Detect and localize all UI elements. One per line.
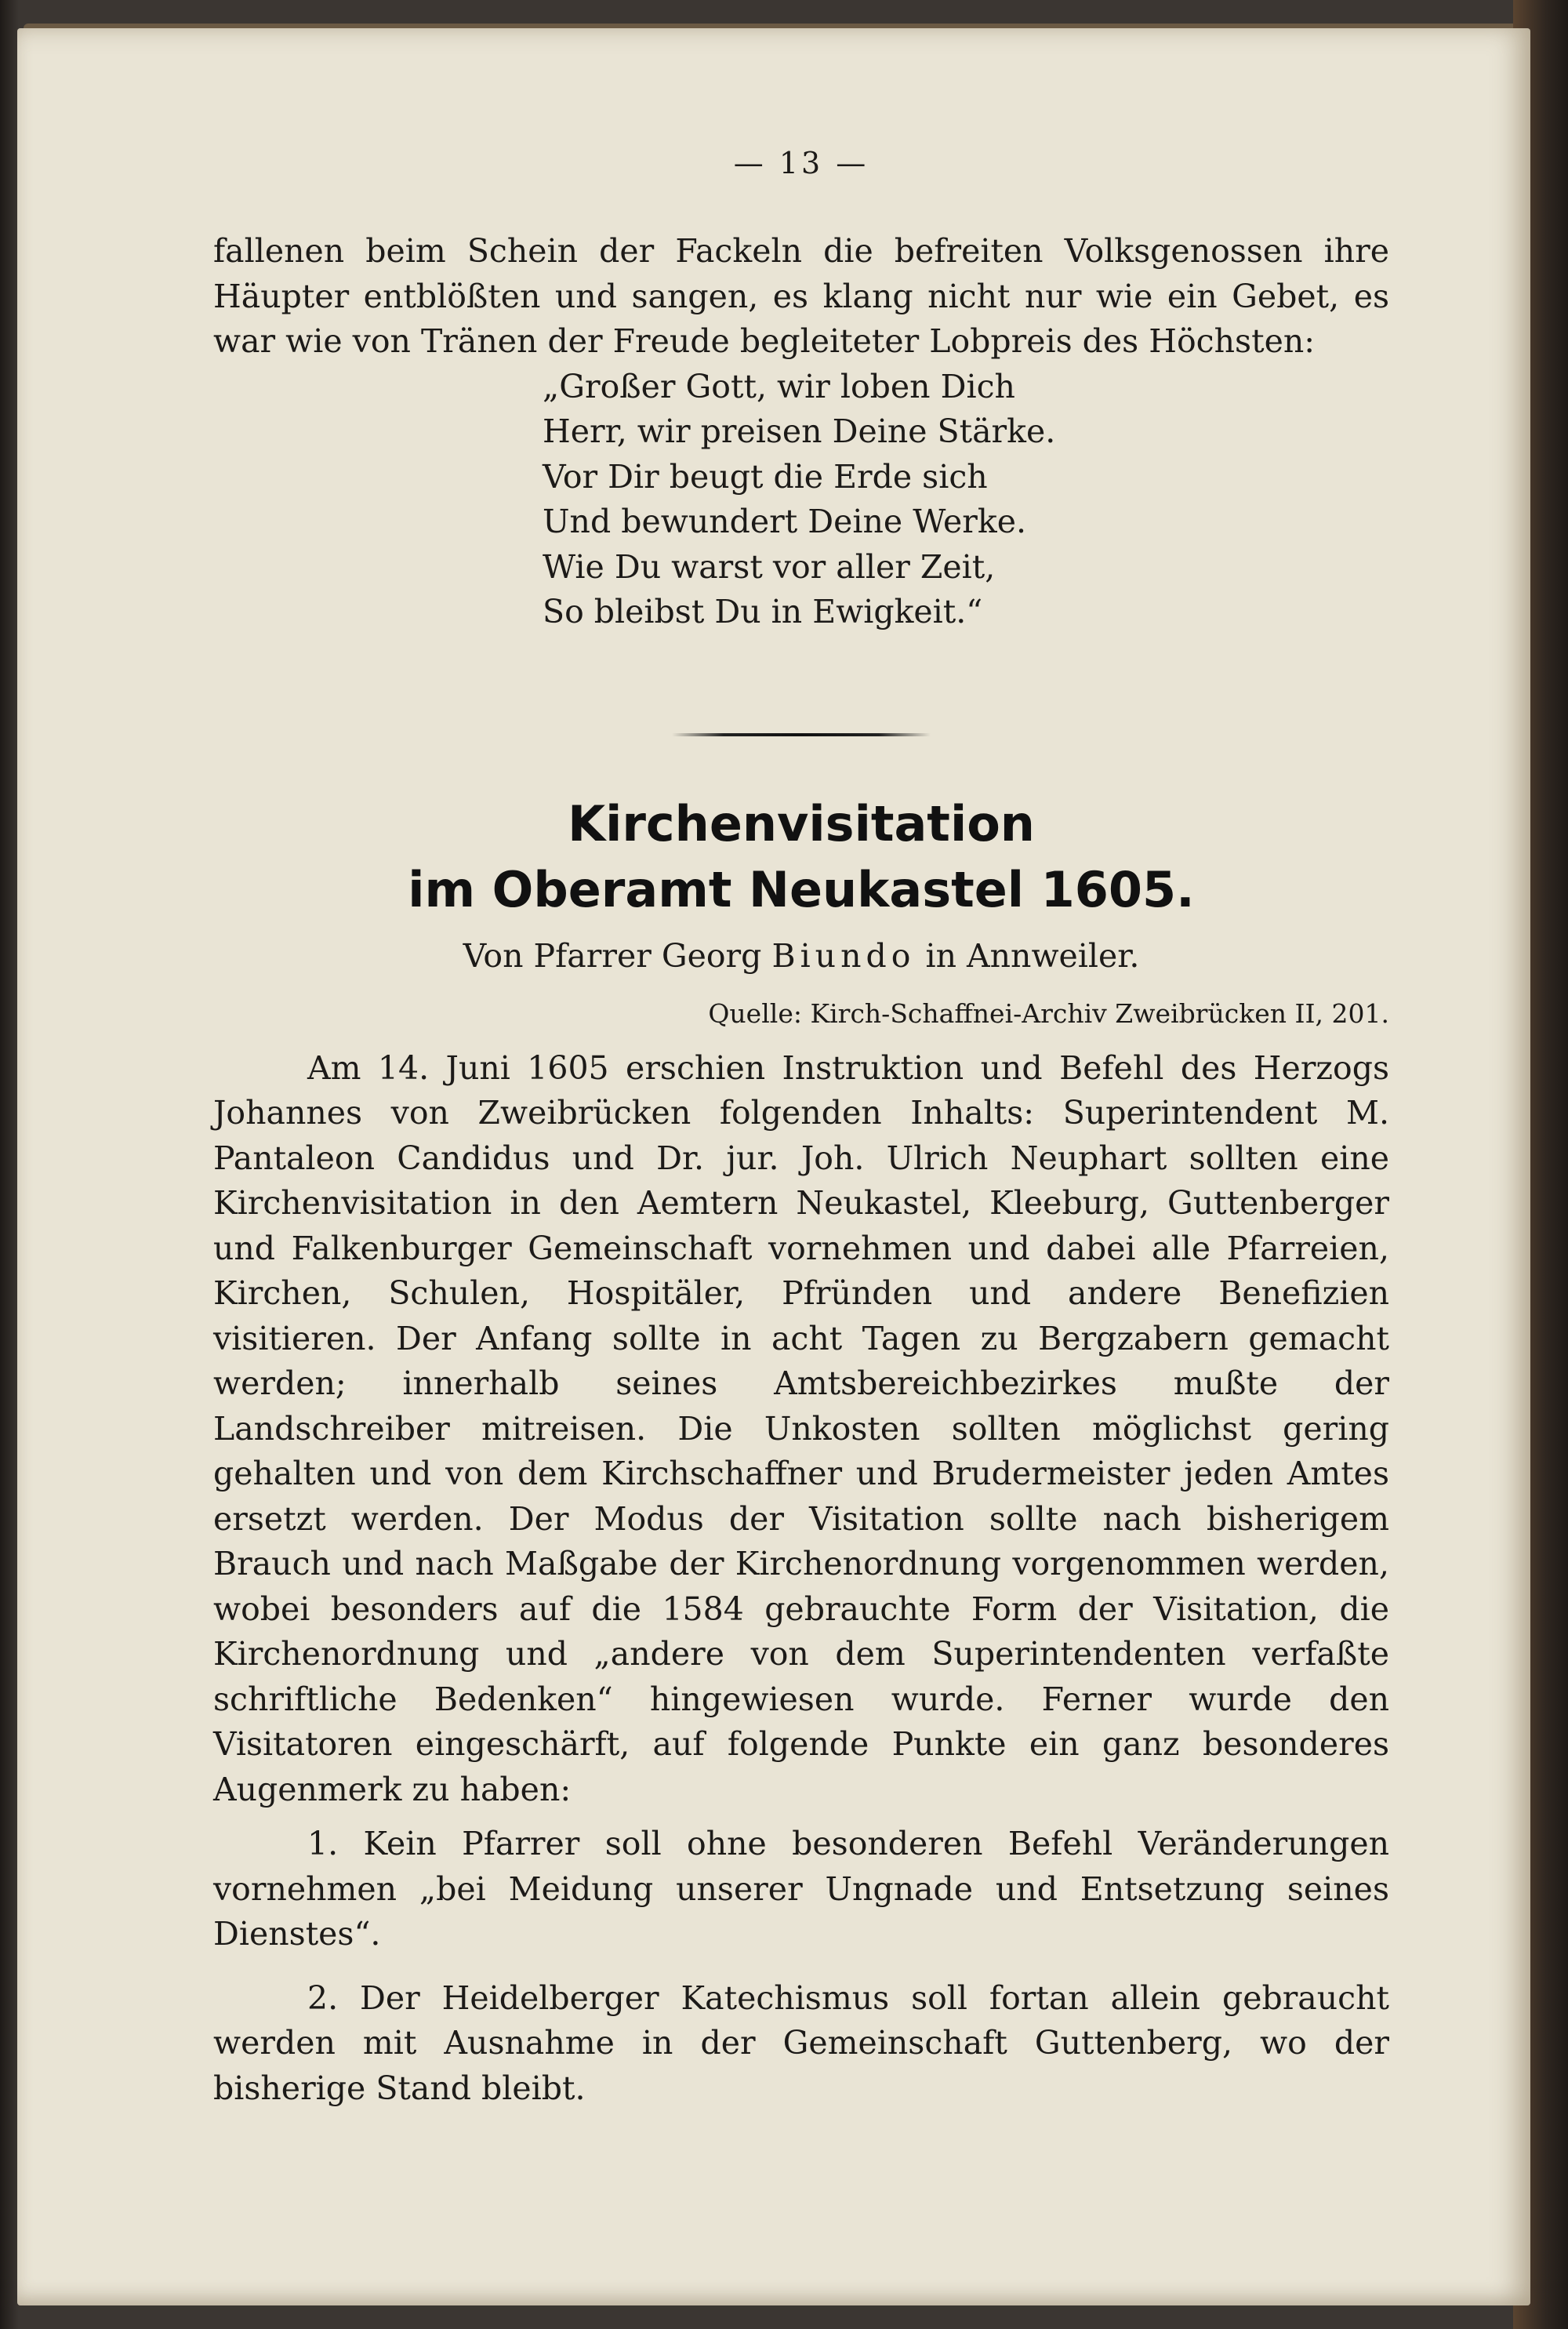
source-citation: Quelle: Kirch-Schaffnei-Archiv Zweibrücken II, 201. (708, 997, 1389, 1029)
book-gutter (0, 0, 19, 2329)
hymn-line: So bleibst Du in Ewigkeit.“ (543, 593, 983, 630)
author-prefix: Von Pfarrer Georg (463, 936, 762, 975)
hymn-line: Vor Dir beugt die Erde sich (543, 457, 988, 496)
hymn-quote (213, 365, 1389, 635)
intro-paragraph: fallenen beim Schein der Fackeln die befreiten Volksgenossen ihre Häupter entblößten und sangen, es klang nicht nur wie ein Gebet, es war wie von Tränen der Freude begleiteter Lobpreis des Höchsten: (213, 232, 1389, 360)
page-number: — 13 — (733, 146, 869, 180)
article-title (213, 791, 1389, 923)
article-author (213, 937, 1389, 975)
author-name: Biundo (771, 936, 916, 975)
article-title-line-2: im Oberamt Neukastel 1605. (408, 860, 1195, 918)
main-paragraph: Am 14. Juni 1605 erschien Instruktion und Befehl des Herzogs Johannes von Zweibrücken folgenden Inhalts: Superintendent M. Pantaleon Candidus und Dr. jur. Joh. Ulrich Neuphart sollten eine Kirchenvisitation in den Aemtern Neukastel, Kleeburg, Guttenberger und Falkenburger Gemeinschaft vornehmen und dabei alle Pfarreien, Kirchen, Schulen, Hospitäler, Pfründen und andere Benefizien visitieren. Der Anfang sollte in acht Tagen zu Bergzabern gemacht werden; innerhalb seines Amtsbereichbezirkes mußte der Landschreiber mitreisen. Die Unkosten sollten möglichst gering gehalten und von dem Kirchschaffner und Brudermeister jeden Amtes ersetzt werden. Der Modus der Visitation sollte nach bisherigem Brauch und nach Maßgabe der Kirchenordnung vorgenommen werden, wobei besonders auf die 1584 gebrauchte Form der Visitation, die Kirchenordnung und „andere von dem Superintendenten verfaßte schriftliche Bedenken“ hingewiesen wurde. Ferner wurde den Visitatoren eingeschärft, auf folgende Punkte ein ganz besonderes Augenmerk zu haben: (213, 1048, 1389, 1808)
page-content (213, 146, 1389, 2111)
hymn-line: „Großer Gott, wir loben Dich (543, 367, 1015, 405)
list-item: 2. Der Heidelberger Katechismus soll fortan allein gebraucht werden mit Ausnahme in der Gemeinschaft Guttenberg, wo der bisherige Stand bleibt. (213, 1978, 1389, 2107)
book-page (17, 28, 1530, 2305)
hymn-line: Und bewundert Deine Werke. (543, 503, 1027, 540)
article-title-line-1: Kirchenvisitation (568, 794, 1035, 852)
list-item: 1. Kein Pfarrer soll ohne besonderen Befehl Veränderungen vornehmen „bei Meidung unserer Ungnade und Entsetzung seines Dienstes“. (213, 1825, 1389, 1953)
hymn-line: Herr, wir preisen Deine Stärke. (543, 412, 1056, 450)
section-divider (672, 733, 931, 736)
author-suffix: in Annweiler. (925, 936, 1140, 975)
hymn-line: Wie Du warst vor aller Zeit, (543, 547, 996, 586)
